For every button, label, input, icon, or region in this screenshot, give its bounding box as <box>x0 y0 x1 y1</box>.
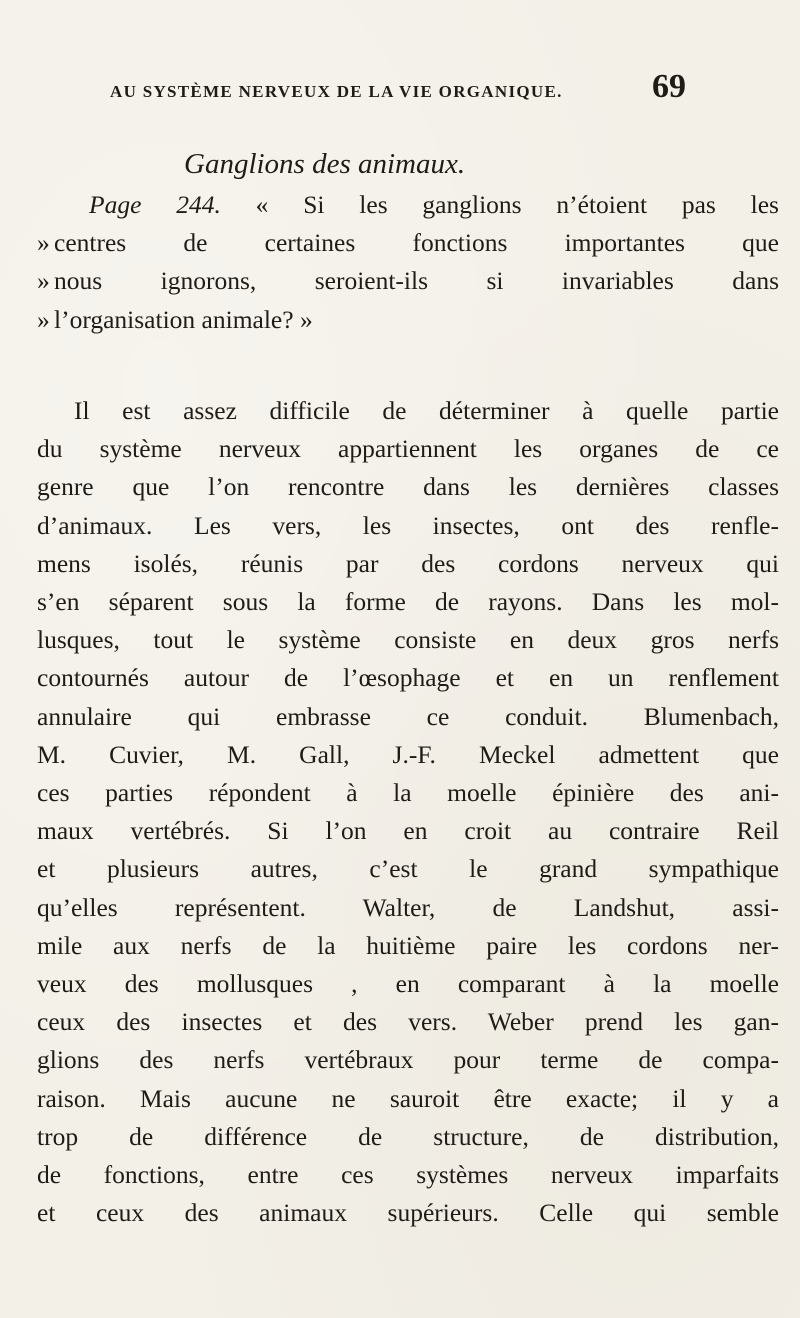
quote-mark: » <box>37 228 50 258</box>
body-line: raison. Mais aucune ne sauroit être exacte; il y a <box>37 1083 779 1113</box>
quote-line <box>37 186 779 224</box>
running-title: AU SYSTÈME NERVEUX DE LA VIE ORGANIQUE. <box>110 82 563 101</box>
body-line: et plusieurs autres, c’est le grand sympathique <box>37 854 779 884</box>
body-line: s’en séparent sous la forme de rayons. Dans les mol- <box>37 587 779 617</box>
body-line: ces parties répondent à la moelle épinière des ani- <box>37 778 779 808</box>
body-line: du système nerveux appartiennent les organes de ce <box>37 434 779 464</box>
body-line: de fonctions, entre ces systèmes nerveux imparfaits <box>37 1160 779 1190</box>
body-line: qu’elles représentent. Walter, de Landshut, assi- <box>37 892 779 922</box>
quote-text: nous ignorons, seroient-ils si invariables dans <box>54 266 779 296</box>
body-line: ceux des insectes et des vers. Weber prend les gan- <box>37 1007 779 1037</box>
running-head <box>110 68 686 108</box>
body-line: mens isolés, réunis par des cordons nerveux qui <box>37 548 779 578</box>
quote-mark: » <box>37 266 50 296</box>
body-line: Il est assez difficile de déterminer à quelle partie <box>74 396 779 425</box>
quote-mark: » <box>37 304 50 334</box>
body-line: et ceux des animaux supérieurs. Celle qui semble <box>37 1198 779 1228</box>
body-line: contournés autour de l’œsophage et en un renflement <box>37 663 779 693</box>
quote-line <box>37 262 779 300</box>
body-line: glions des nerfs vertébraux pour terme de compa- <box>37 1045 779 1075</box>
body-line: mile aux nerfs de la huitième paire les cordons ner- <box>37 930 779 960</box>
page-number: 69 <box>652 68 686 105</box>
body-line: M. Cuvier, M. Gall, J.-F. Meckel admettent que <box>37 739 779 769</box>
body-line: annulaire qui embrasse ce conduit. Blumenbach, <box>37 701 779 731</box>
body-line: veux des mollusques , en comparant à la moelle <box>37 969 779 999</box>
body-line: maux vertébrés. Si l’on en croit au contraire Reil <box>37 816 779 846</box>
quote-text: centres de certaines fonctions importantes que <box>54 228 779 258</box>
quote-text: « Si les ganglions n’étoient pas les <box>255 190 779 219</box>
quote-line <box>37 224 779 262</box>
body-line: lusques, tout le système consiste en deux gros nerfs <box>37 625 779 655</box>
quote-reference: Page 244. <box>89 190 221 219</box>
section-heading: Ganglions des animaux. <box>184 148 466 180</box>
quote-line <box>37 301 779 339</box>
quote-block <box>37 186 779 339</box>
quote-text: l’organisation animale? » <box>54 304 313 334</box>
body-line: trop de différence de structure, de distribution, <box>37 1121 779 1151</box>
body-line: genre que l’on rencontre dans les dernières classes <box>37 472 779 502</box>
body-paragraph <box>37 392 779 1232</box>
body-line: d’animaux. Les vers, les insectes, ont des renfle- <box>37 510 779 540</box>
